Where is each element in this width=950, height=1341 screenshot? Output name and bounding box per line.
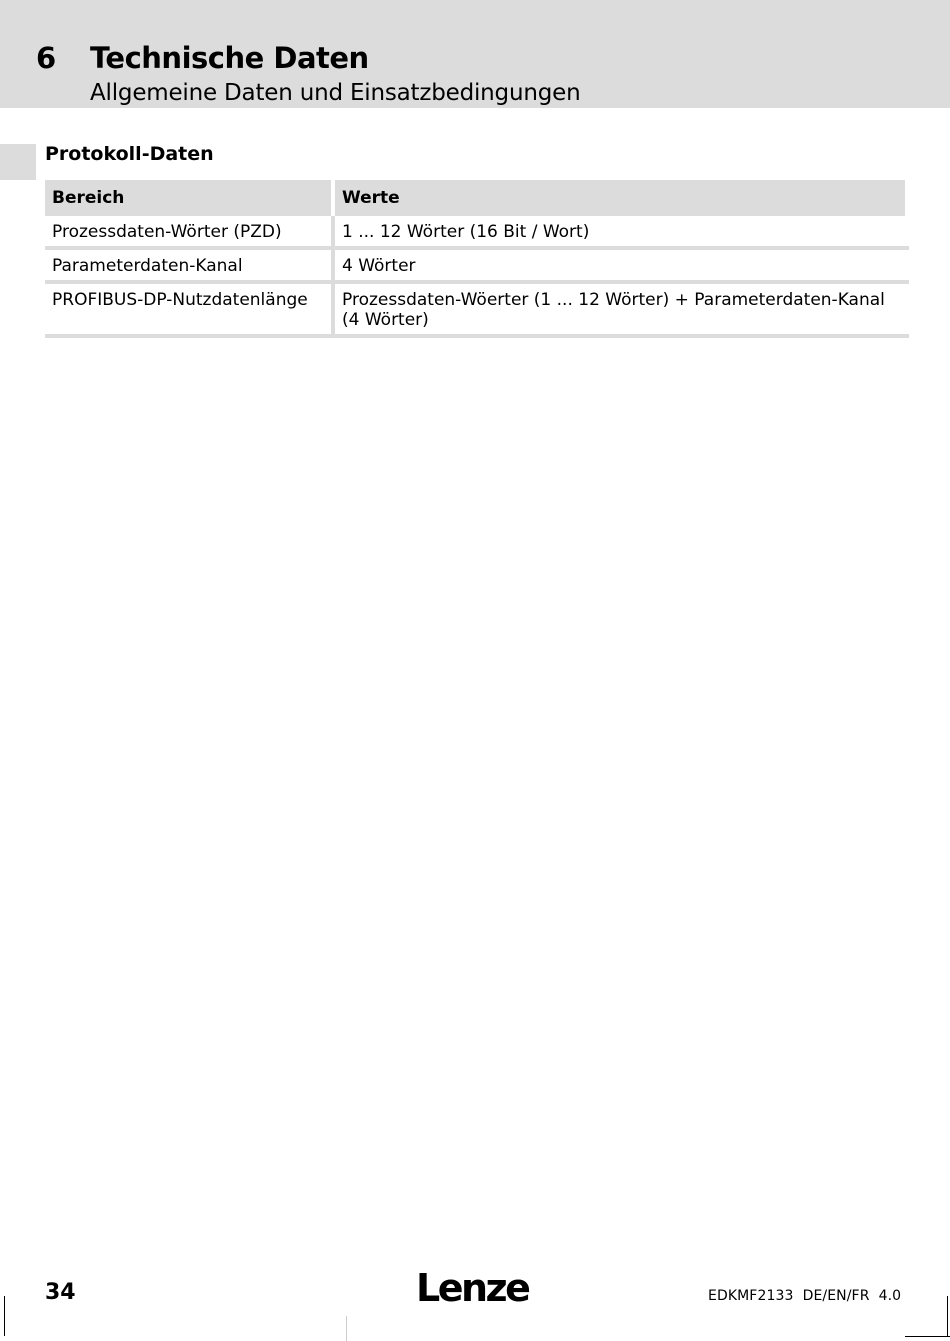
chapter-number: 6 <box>36 41 57 75</box>
table-cell-value: 4 Wörter <box>335 250 909 284</box>
table-row <box>45 284 909 338</box>
chapter-title: Technische Daten <box>90 41 369 75</box>
column-header-values: Werte <box>335 180 909 216</box>
crop-mark-right-vertical <box>947 1296 948 1336</box>
crop-mark-center <box>346 1316 347 1341</box>
crop-mark-right-horizontal <box>905 1336 950 1337</box>
table-cell-value: 1 ... 12 Wörter (16 Bit / Wort) <box>335 216 909 250</box>
table-header-row <box>45 180 909 216</box>
protocol-data-table <box>45 180 909 338</box>
margin-tab-marker <box>0 144 36 180</box>
crop-mark-left <box>4 1296 5 1336</box>
table-cell-range: Parameterdaten-Kanal <box>45 250 335 284</box>
page-number: 34 <box>45 1280 76 1305</box>
table-row <box>45 250 909 284</box>
lenze-logo: Lenze <box>416 1266 529 1310</box>
table-cell-range: PROFIBUS-DP-Nutzdatenlänge <box>45 284 335 338</box>
table-row <box>45 216 909 250</box>
chapter-subtitle: Allgemeine Daten und Einsatzbedingungen <box>90 80 581 106</box>
column-header-range: Bereich <box>45 180 335 216</box>
section-heading: Protokoll-Daten <box>45 143 214 165</box>
document-reference: EDKMF2133 DE/EN/FR 4.0 <box>708 1288 902 1304</box>
table-cell-value: Prozessdaten-Wöerter (1 ... 12 Wörter) + Parameterdaten-Kanal (4 Wörter) <box>335 284 909 338</box>
table-cell-range: Prozessdaten-Wörter (PZD) <box>45 216 335 250</box>
